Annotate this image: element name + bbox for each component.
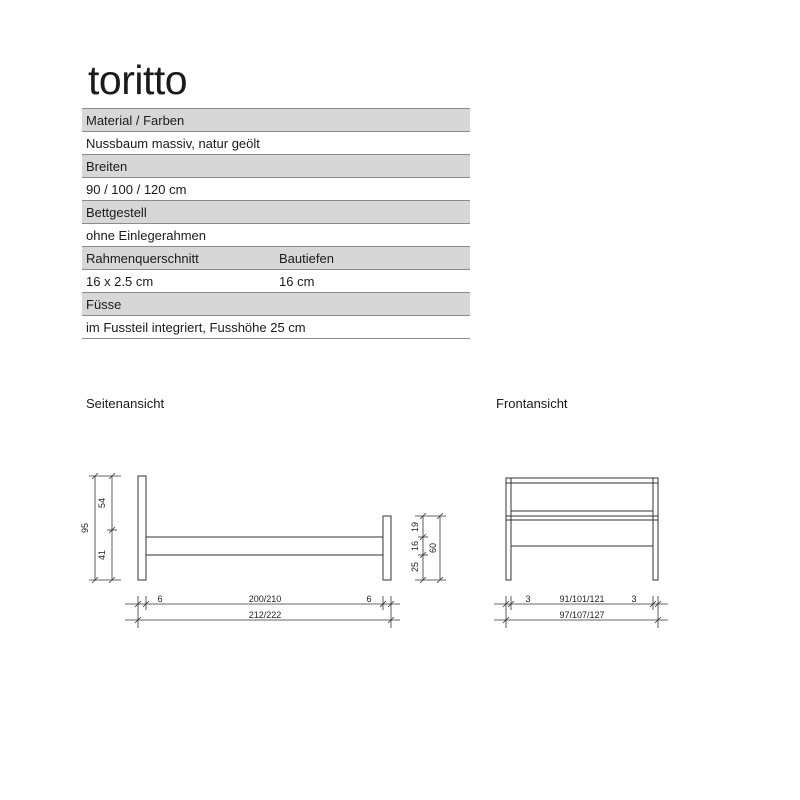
spec-text: ohne Einlegerahmen xyxy=(86,228,206,243)
dim-front-total-width: 97/107/127 xyxy=(559,610,605,620)
dim-front-inner-width: 91/101/121 xyxy=(559,594,605,604)
front-right-post xyxy=(653,478,658,580)
front-view-caption: Frontansicht xyxy=(496,396,568,411)
spec-label: Füsse xyxy=(86,297,122,312)
side-view-bed xyxy=(138,476,391,580)
front-left-post xyxy=(506,478,511,580)
spec-text: 90 / 100 / 120 cm xyxy=(86,182,187,197)
spec-label: Material / Farben xyxy=(86,113,185,128)
dim-upper-height: 54 xyxy=(97,497,107,509)
product-title: toritto xyxy=(88,57,188,103)
spec-text-section: 16 x 2.5 cm xyxy=(86,274,154,289)
dim-inner-length: 200/210 xyxy=(248,594,282,604)
dim-lower-height: 41 xyxy=(97,549,107,561)
dim-left-post: 6 xyxy=(157,594,163,604)
dim-total-length: 212/222 xyxy=(248,610,282,620)
spec-label: Bettgestell xyxy=(86,205,147,220)
spec-label: Breiten xyxy=(86,159,128,174)
dim-top-gap: 19 xyxy=(410,521,420,533)
spec-text: im Fussteil integriert, Fusshöhe 25 cm xyxy=(86,320,306,335)
dim-foot-total: 60 xyxy=(428,542,438,554)
dim-foot-height: 25 xyxy=(410,561,420,573)
side-view-height-dims xyxy=(89,473,121,583)
spec-label-depth: Bautiefen xyxy=(279,251,334,266)
front-view-bed xyxy=(506,478,658,580)
spec-label-section: Rahmenquerschnitt xyxy=(86,251,199,266)
dim-front-right-post: 3 xyxy=(631,594,637,604)
dim-rail-height: 16 xyxy=(410,540,420,552)
footboard-post xyxy=(383,516,391,580)
headboard-post xyxy=(138,476,146,580)
dim-right-post: 6 xyxy=(366,594,372,604)
spec-text: Nussbaum massiv, natur geölt xyxy=(86,136,260,151)
spec-text-depth: 16 cm xyxy=(279,274,315,289)
side-view-caption: Seitenansicht xyxy=(86,396,165,411)
dim-total-height: 95 xyxy=(80,522,90,534)
side-rail xyxy=(146,537,383,555)
dim-front-left-post: 3 xyxy=(525,594,531,604)
